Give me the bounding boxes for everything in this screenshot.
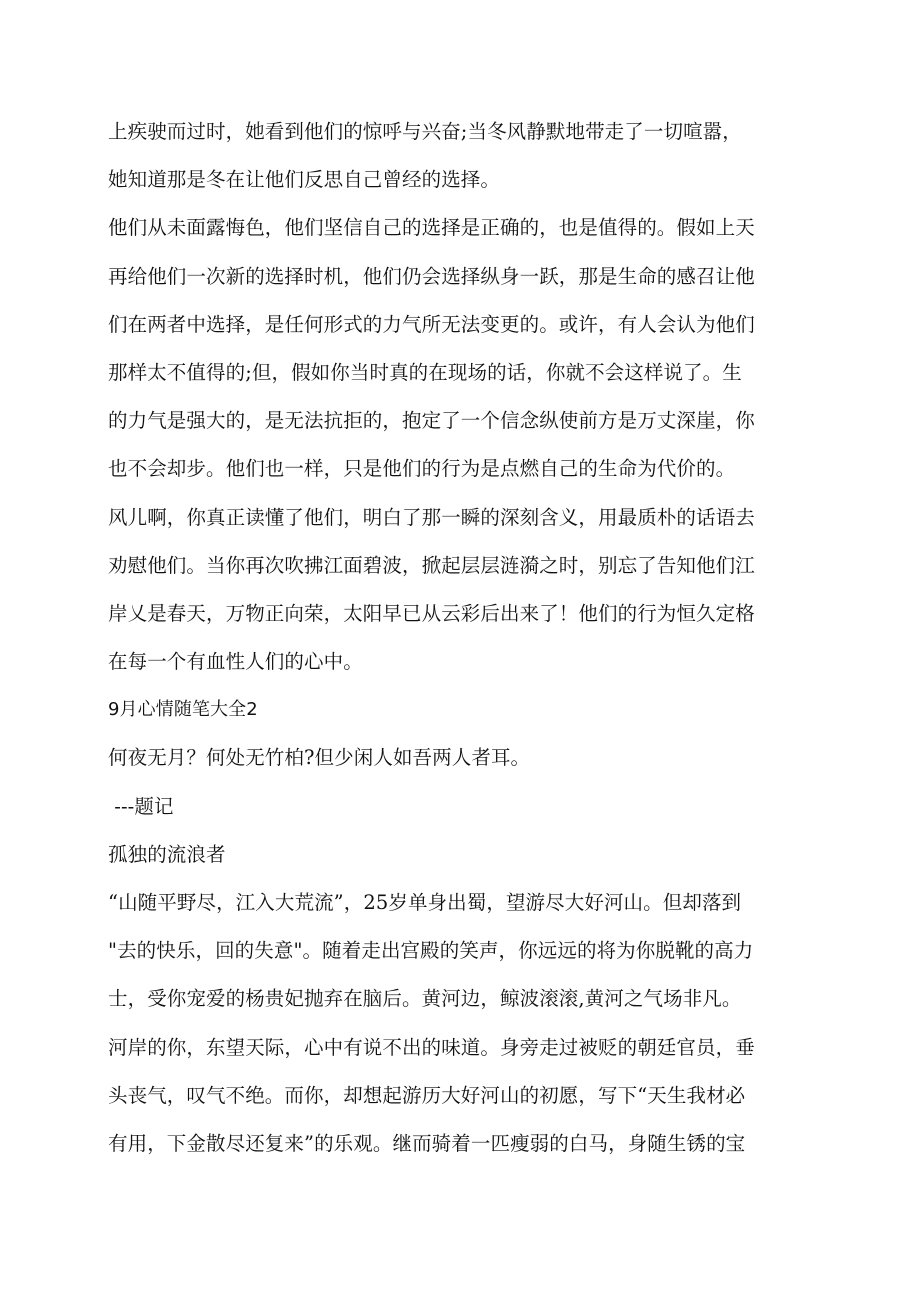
document-body (108, 108, 798, 1168)
text-line-10: 劝慰他们。当你再次吹拂江面碧波，掀起层层涟漪之时，别忘了告知他们江 (108, 553, 755, 577)
text-line-19: 士，受你宠爱的杨贵妃抛弃在脑后。黄河边，鲸波滚滚,黄河之气场非凡。 (108, 987, 742, 1011)
text-line-18: "去的快乐，回的失意"。随着走出宫殿的笑声，你远远的将为你脱靴的高力 (108, 939, 754, 963)
text-line-17: “山随平野尽，江入大荒流”，25岁单身出蜀，望游尽大好河山。但却落到 (108, 891, 742, 914)
text-line-9: 风儿啊，你真正读懂了他们，明白了那一瞬的深刻含义，用最质朴的话语去 (108, 505, 755, 529)
text-line-8: 也不会却步。他们也一样，只是他们的行为是点燃自己的生命为代价的。 (108, 457, 736, 481)
epigraph-attribution: ---题记 (108, 794, 174, 818)
text-line-7: 的力气是强大的，是无法抗拒的，抱定了一个信念纵使前方是万丈深崖，你 (108, 409, 755, 433)
text-line-1: 上疾驶而过时，她看到他们的惊呼与兴奋;当冬风静默地带走了一切喧嚣， (108, 120, 742, 143)
section-heading: 9月心情随笔大全2 (108, 699, 258, 721)
text-line-4: 再给他们一次新的选择时机，他们仍会选择纵身一跃，那是生命的感召让他 (108, 264, 755, 288)
text-line-22: 有用，下金散尽还复来”的乐观。继而骑着一匹瘦弱的白马，身随生锈的宝 (108, 1131, 746, 1155)
text-line-20: 河岸的你，东望天际，心中有说不出的味道。身旁走过被贬的朝廷官员，垂 (108, 1035, 755, 1059)
text-line-3: 他们从未面露悔色，他们坚信自己的选择是正确的，也是值得的。假如上天 (108, 216, 755, 240)
epigraph: 何夜无月？何处无竹柏?但少闲人如吾两人者耳。 (108, 746, 531, 770)
text-line-2: 她知道那是冬在让他们反思自己曾经的选择。 (108, 168, 501, 192)
text-line-6: 那样太不值得的;但，假如你当时真的在现场的话，你就不会这样说了。生 (108, 360, 742, 384)
text-line-12: 在每一个有血性人们的心中。 (108, 650, 363, 674)
essay-title: 孤独的流浪者 (108, 842, 226, 866)
text-line-11: 岸乂是春天，万物正向荣，太阳早已从云彩后出来了！他们的行为恒久定格 (108, 601, 755, 625)
text-line-21: 头丧气，叹气不绝。而你，却想起游历大好河山的初愿，写下“天生我材必 (108, 1083, 746, 1107)
text-line-5: 们在两者中选择，是任何形式的力气所无法变更的。或许，有人会认为他们 (108, 312, 755, 336)
